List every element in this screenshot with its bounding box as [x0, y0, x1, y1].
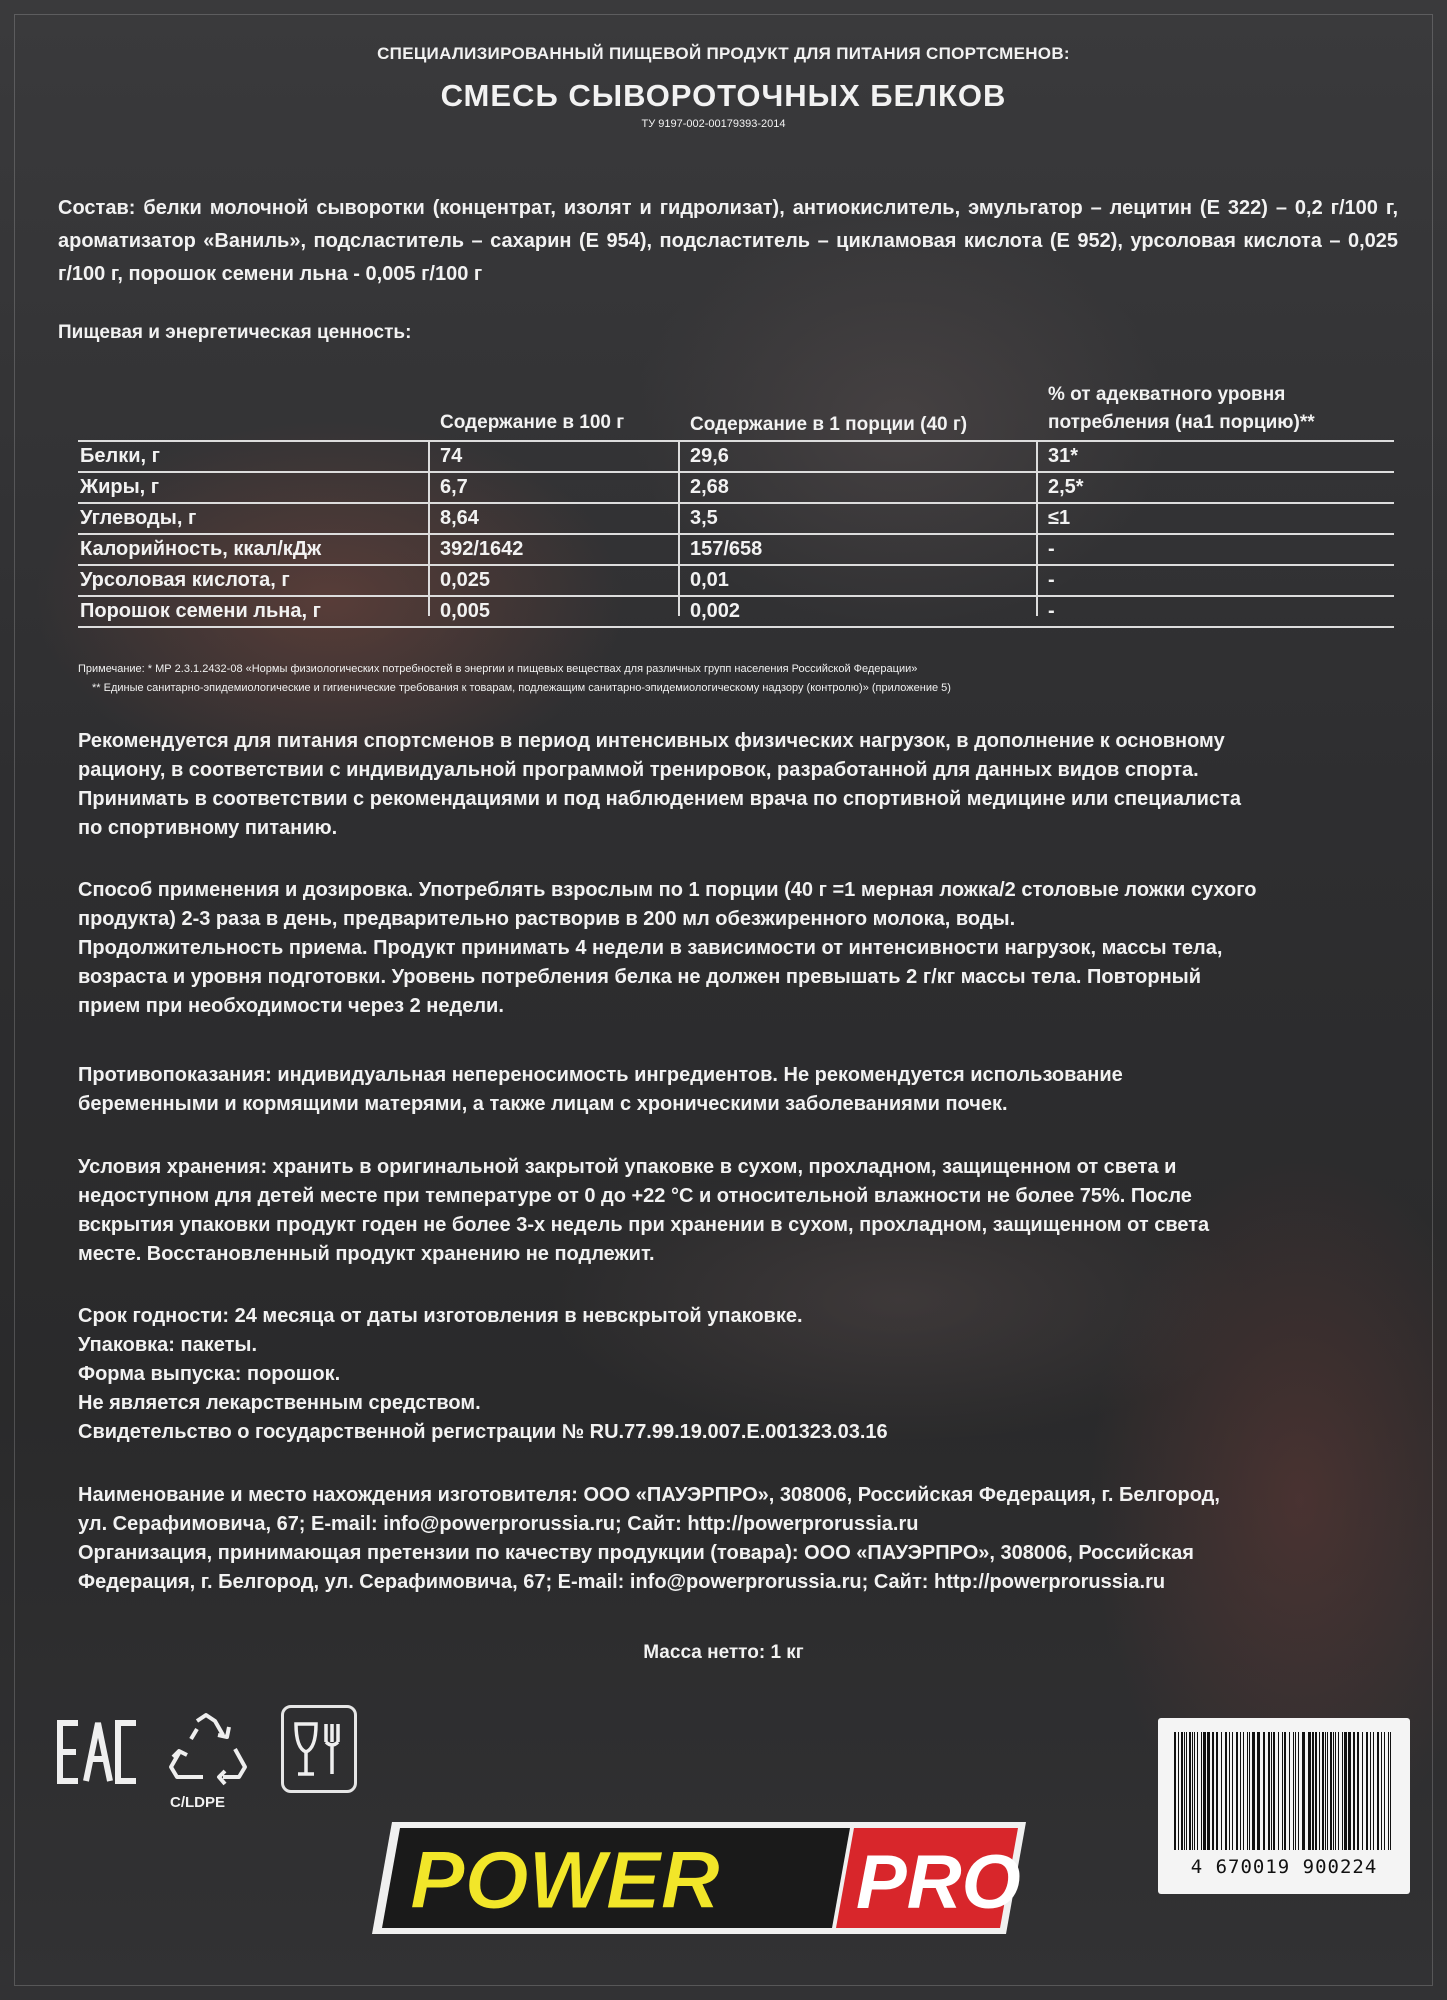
power-pro-logo	[370, 1818, 1030, 1938]
barcode-bar	[1312, 1732, 1314, 1850]
barcode-bar	[1189, 1732, 1191, 1850]
barcode-bar	[1268, 1732, 1270, 1850]
row-portion: 29,6	[690, 445, 729, 467]
barcode-bar	[1344, 1732, 1347, 1850]
text-line: Наименование и место нахождения изготовителя: ООО «ПАУЭРПРО», 308006, Российская Федерация, г. Белгород,	[78, 1484, 1220, 1506]
table-header	[78, 380, 1394, 442]
text-line: Условия хранения: хранить в оригинальной закрытой упаковке в сухом, прохладном, защищенном от света и	[78, 1156, 1177, 1178]
barcode-bar	[1181, 1732, 1183, 1850]
table-row	[78, 473, 1394, 504]
barcode-bar	[1362, 1732, 1363, 1850]
barcode-bar	[1249, 1732, 1250, 1850]
row-portion: 157/658	[690, 538, 763, 560]
storage-conditions	[78, 1153, 1396, 1269]
tu-code: ТУ 9197-002-00179393-2014	[641, 118, 786, 130]
text-line: Срок годности: 24 месяца от даты изготовления в невскрытой упаковке.	[78, 1305, 803, 1327]
text-line: Принимать в соответствии с рекомендациями и под наблюдением врача по спортивной медицине или специалиста	[78, 788, 1241, 810]
row-portion: 0,002	[690, 600, 741, 622]
text-line: ул. Серафимовича, 67; E-mail: info@powerprorussia.ru; Сайт: http://powerprorussia.ru	[78, 1513, 919, 1535]
table-row	[78, 597, 1394, 628]
barcode-bar	[1370, 1732, 1371, 1850]
row-name: Белки, г	[80, 445, 160, 467]
text-line: Форма выпуска: порошок.	[78, 1363, 341, 1385]
barcode-bar	[1333, 1732, 1334, 1850]
barcode-bar	[1178, 1732, 1179, 1850]
row-name: Жиры, г	[80, 476, 160, 498]
row-per100: 392/1642	[440, 538, 524, 560]
barcode-bar	[1282, 1732, 1283, 1850]
logo-pro-text: PRO	[856, 1840, 1021, 1925]
text-line: Противопоказания: индивидуальная непереносимость ингредиентов. Не рекомендуется использование	[78, 1064, 1123, 1086]
footnote-1: Примечание: * МР 2.3.1.2432-08 «Нормы физиологических потребностей в энергии и пищевых веществах для различных групп населения Российской Федерации»	[78, 663, 918, 675]
row-pct: -	[1048, 600, 1055, 622]
barcode-bar	[1315, 1732, 1317, 1850]
row-per100: 8,64	[440, 507, 479, 529]
barcode-bar	[1353, 1732, 1355, 1850]
text-line: Свидетельство о государственной регистрации № RU.77.99.19.007.Е.001323.03.16	[78, 1421, 888, 1443]
manufacturer-info	[78, 1481, 1396, 1597]
text-line: продукта) 2-3 раза в день, предварительно растворив в 200 мл обезжиренного молока, воды.	[78, 908, 1016, 930]
header-pct-line2: потребления (на1 порцию)**	[1048, 412, 1315, 433]
barcode-bar	[1252, 1732, 1255, 1850]
text-line: рациону, в соответствии с индивидуальной программой тренировок, разработанной для данных видов спорта.	[78, 759, 1199, 781]
barcode	[1158, 1718, 1410, 1894]
barcode-bar	[1271, 1732, 1272, 1850]
header	[0, 44, 1447, 130]
text-line: Способ применения и дозировка. Употреблять взрослым по 1 порции (40 г =1 мерная ложка/2 столовые ложки сухого	[78, 879, 1257, 901]
barcode-bar	[1197, 1732, 1198, 1850]
barcode-bar	[1212, 1732, 1214, 1850]
recommendation	[78, 727, 1396, 843]
barcode-bar	[1243, 1732, 1244, 1850]
text-line: месте. Восстановленный продукт хранению не подлежит.	[78, 1243, 655, 1265]
barcode-bar	[1373, 1732, 1374, 1850]
row-per100: 0,005	[440, 600, 491, 622]
recycle-label: C/LDPE	[170, 1794, 226, 1811]
barcode-bar	[1335, 1732, 1336, 1850]
row-name: Урсоловая кислота, г	[80, 569, 290, 591]
text-line: Рекомендуется для питания спортсменов в период интенсивных физических нагрузок, в дополнение к основному	[78, 730, 1225, 752]
barcode-bar	[1273, 1732, 1275, 1850]
recycle-icon	[163, 1711, 249, 1791]
barcode-bar	[1302, 1732, 1305, 1850]
barcode-bar	[1201, 1732, 1202, 1850]
row-portion: 0,01	[690, 569, 729, 591]
table-row	[78, 566, 1394, 597]
text-line: беременными и кормящими матерями, а также лицам с хроническими заболеваниями почек.	[78, 1093, 1008, 1115]
barcode-bar	[1366, 1732, 1368, 1850]
row-pct: 2,5*	[1048, 476, 1084, 498]
barcode-bar	[1388, 1732, 1389, 1850]
header-per-portion: Содержание в 1 порции (40 г)	[690, 414, 968, 435]
glass-fork-icon	[284, 1708, 354, 1790]
barcode-bar	[1257, 1732, 1260, 1850]
product-info	[78, 1302, 1396, 1447]
barcode-bar	[1381, 1732, 1382, 1850]
contraindications	[78, 1061, 1396, 1119]
barcode-bar	[1289, 1732, 1290, 1850]
barcode-bar	[1295, 1732, 1296, 1850]
barcode-bar	[1390, 1732, 1391, 1850]
usage-instructions	[78, 876, 1396, 1021]
row-per100: 74	[440, 445, 463, 467]
barcode-bar	[1348, 1732, 1351, 1850]
barcode-bar	[1186, 1732, 1187, 1850]
footnotes	[78, 660, 1378, 698]
text-line: прием при необходимости через 2 недели.	[78, 995, 504, 1017]
barcode-number: 4 670019 900224	[1190, 1856, 1378, 1878]
row-portion: 2,68	[690, 476, 729, 498]
text-line: по спортивному питанию.	[78, 817, 338, 839]
barcode-bar	[1203, 1732, 1206, 1850]
barcode-bar	[1384, 1732, 1385, 1850]
row-pct: 31*	[1048, 445, 1079, 467]
barcode-bar	[1342, 1732, 1343, 1850]
net-mass: Масса нетто: 1 кг	[643, 1642, 804, 1663]
footnote-2: ** Единые санитарно-эпидемиологические и гигиенические требования к товарам, подлежащим санитарно-эпидемиологическому надзору (контролю)» (приложение 5)	[92, 682, 951, 694]
barcode-bar	[1194, 1732, 1195, 1850]
row-name: Углеводы, г	[80, 507, 197, 529]
barcode-bar	[1184, 1732, 1185, 1850]
header-pct-line1: % от адекватного уровня	[1048, 384, 1286, 405]
row-per100: 6,7	[440, 476, 468, 498]
text-line: Организация, принимающая претензии по качеству продукции (товара): ООО «ПАУЭРПРО», 308006, Российская	[78, 1542, 1194, 1564]
barcode-bar	[1319, 1732, 1320, 1850]
barcode-bar	[1192, 1732, 1193, 1850]
row-name: Калорийность, ккал/кДж	[80, 538, 322, 560]
row-pct: ≤1	[1048, 507, 1071, 529]
text-line: недоступном для детей месте при температуре от 0 до +22 °С и относительной влажности не более 75%. После	[78, 1185, 1192, 1207]
row-name: Порошок семени льна, г	[80, 600, 321, 622]
barcode-bar	[1357, 1732, 1359, 1850]
barcode-bar	[1263, 1732, 1265, 1850]
barcode-bar	[1330, 1732, 1332, 1850]
text-line: Не является лекарственным средством.	[78, 1392, 481, 1414]
barcode-bar	[1247, 1732, 1248, 1850]
barcode-bar	[1216, 1732, 1218, 1850]
barcode-bar	[1377, 1732, 1379, 1850]
row-pct: -	[1048, 538, 1055, 560]
barcode-bar	[1229, 1732, 1230, 1850]
food-safe-icon	[281, 1705, 357, 1793]
barcode-bar	[1240, 1732, 1241, 1850]
barcode-bar	[1322, 1732, 1324, 1850]
header-per100: Содержание в 100 г	[440, 412, 625, 433]
barcode-bar	[1308, 1732, 1311, 1850]
barcode-bar	[1278, 1732, 1279, 1850]
barcode-bar	[1221, 1732, 1222, 1850]
barcode-bar	[1293, 1732, 1294, 1850]
row-portion: 3,5	[690, 507, 718, 529]
barcode-bar	[1298, 1732, 1299, 1850]
eac-icon	[56, 1717, 140, 1787]
logo-power-text: POWER	[410, 1835, 720, 1926]
product-category: СПЕЦИАЛИЗИРОВАННЫЙ ПИЩЕВОЙ ПРОДУКТ ДЛЯ ПИТАНИЯ СПОРТСМЕНОВ:	[377, 44, 1070, 63]
barcode-bar	[1174, 1732, 1176, 1850]
nutrition-label: Пищевая и энергетическая ценность:	[58, 322, 412, 343]
nutrition-table	[78, 380, 1394, 628]
barcode-bar	[1207, 1732, 1210, 1850]
table-row	[78, 504, 1394, 535]
text-line: Федерация, г. Белгород, ул. Серафимовича, 67; E-mail: info@powerprorussia.ru; Сайт: http://powerprorussia.ru	[78, 1571, 1166, 1593]
barcode-bar	[1225, 1732, 1227, 1850]
barcode-bar	[1284, 1732, 1286, 1850]
row-per100: 0,025	[440, 569, 491, 591]
text-line: возраста и уровня подготовки. Уровень потребления белка не должен превышать 2 г/кг массы тела. Повторный	[78, 966, 1202, 988]
composition: Состав: белки молочной сыворотки (концентрат, изолят и гидролизат), антиокислитель, эмульгатор – лецитин (Е 322) – 0,2 г/100 г, ароматизатор «Ваниль», подсластитель – сахарин (Е 954), подсластитель – цикламовая кислота (Е 952), урсоловая кислота – 0,025 г/100 г, порошок семени льна - 0,005 г/100 г	[58, 197, 1398, 285]
table-row	[78, 442, 1394, 473]
barcode-bar	[1232, 1732, 1233, 1850]
table-row	[78, 535, 1394, 566]
product-title: СМЕСЬ СЫВОРОТОЧНЫХ БЕЛКОВ	[440, 78, 1007, 113]
barcode-bar	[1338, 1732, 1339, 1850]
text-line: Упаковка: пакеты.	[78, 1334, 257, 1356]
text-line: вскрытия упаковки продукт годен не более 3-х недель при хранении в сухом, прохладном, защищенном от света	[78, 1214, 1210, 1236]
text-line: Продолжительность приема. Продукт принимать 4 недели в зависимости от интенсивности нагрузок, массы тела,	[78, 937, 1223, 959]
barcode-bars	[1172, 1732, 1396, 1850]
barcode-bar	[1325, 1732, 1326, 1850]
row-pct: -	[1048, 569, 1055, 591]
barcode-bar	[1236, 1732, 1238, 1850]
barcode-bar	[1327, 1732, 1328, 1850]
